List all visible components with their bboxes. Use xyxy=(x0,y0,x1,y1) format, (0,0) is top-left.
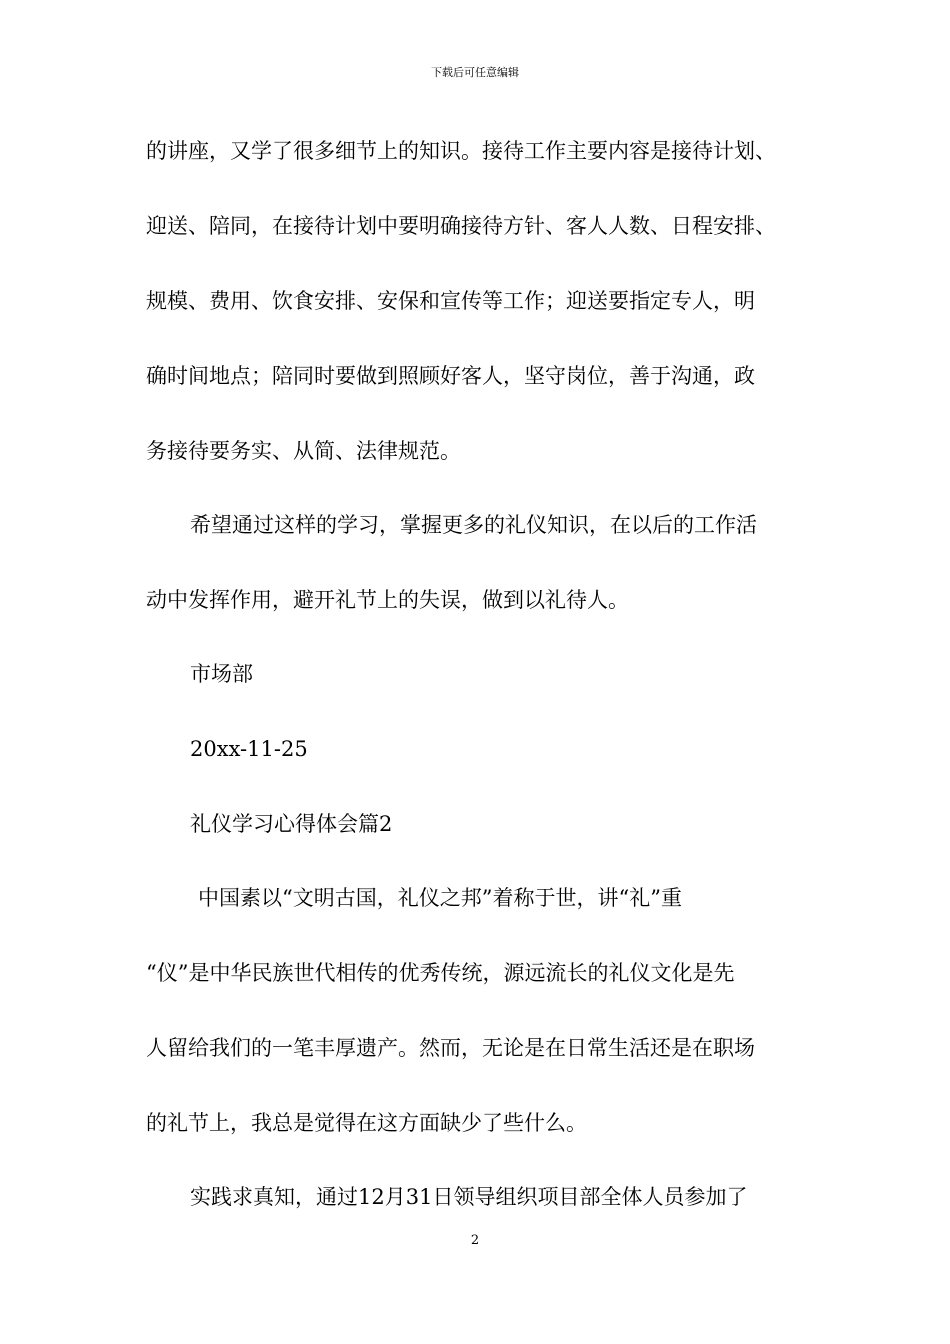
department-signature: 市场部 xyxy=(190,662,253,686)
page-number: 2 xyxy=(470,1233,480,1248)
text-line: 人留给我们的一笔丰厚遗产。然而，无论是在日常生活还是在职场 xyxy=(146,1036,755,1060)
text-line: 确时间地点；陪同时要做到照顾好客人，坚守岗位，善于沟通，政 xyxy=(146,364,755,388)
text-line: 实践求真知，通过12月31日领导组织项目部全体人员参加了 xyxy=(190,1185,748,1209)
text-line: 中国素以“文明古国，礼仪之邦”着称于世，讲“礼”重 xyxy=(198,886,682,910)
text-line: “仪”是中华民族世代相传的优秀传统，源远流长的礼仪文化是先 xyxy=(146,961,735,985)
section-title: 礼仪学习心得体会篇2 xyxy=(190,812,393,836)
text-line: 的礼节上，我总是觉得在这方面缺少了些什么。 xyxy=(146,1111,587,1135)
text-line: 的讲座，又学了很多细节上的知识。接待工作主要内容是接待计划、 xyxy=(146,139,776,163)
text-line: 迎送、陪同，在接待计划中要明确接待方针、客人人数、日程安排、 xyxy=(146,214,776,238)
text-line: 规模、费用、饮食安排、安保和宣传等工作；迎送要指定专人，明 xyxy=(146,289,755,313)
text-line: 务接待要务实、从简、法律规范。 xyxy=(146,439,461,463)
text-line: 动中发挥作用，避开礼节上的失误，做到以礼待人。 xyxy=(146,588,629,612)
page-header: 下载后可任意编辑 xyxy=(431,66,519,79)
date-line: 20xx-11-25 xyxy=(190,737,308,761)
text-line: 希望通过这样的学习，掌握更多的礼仪知识，在以后的工作活 xyxy=(190,513,757,537)
